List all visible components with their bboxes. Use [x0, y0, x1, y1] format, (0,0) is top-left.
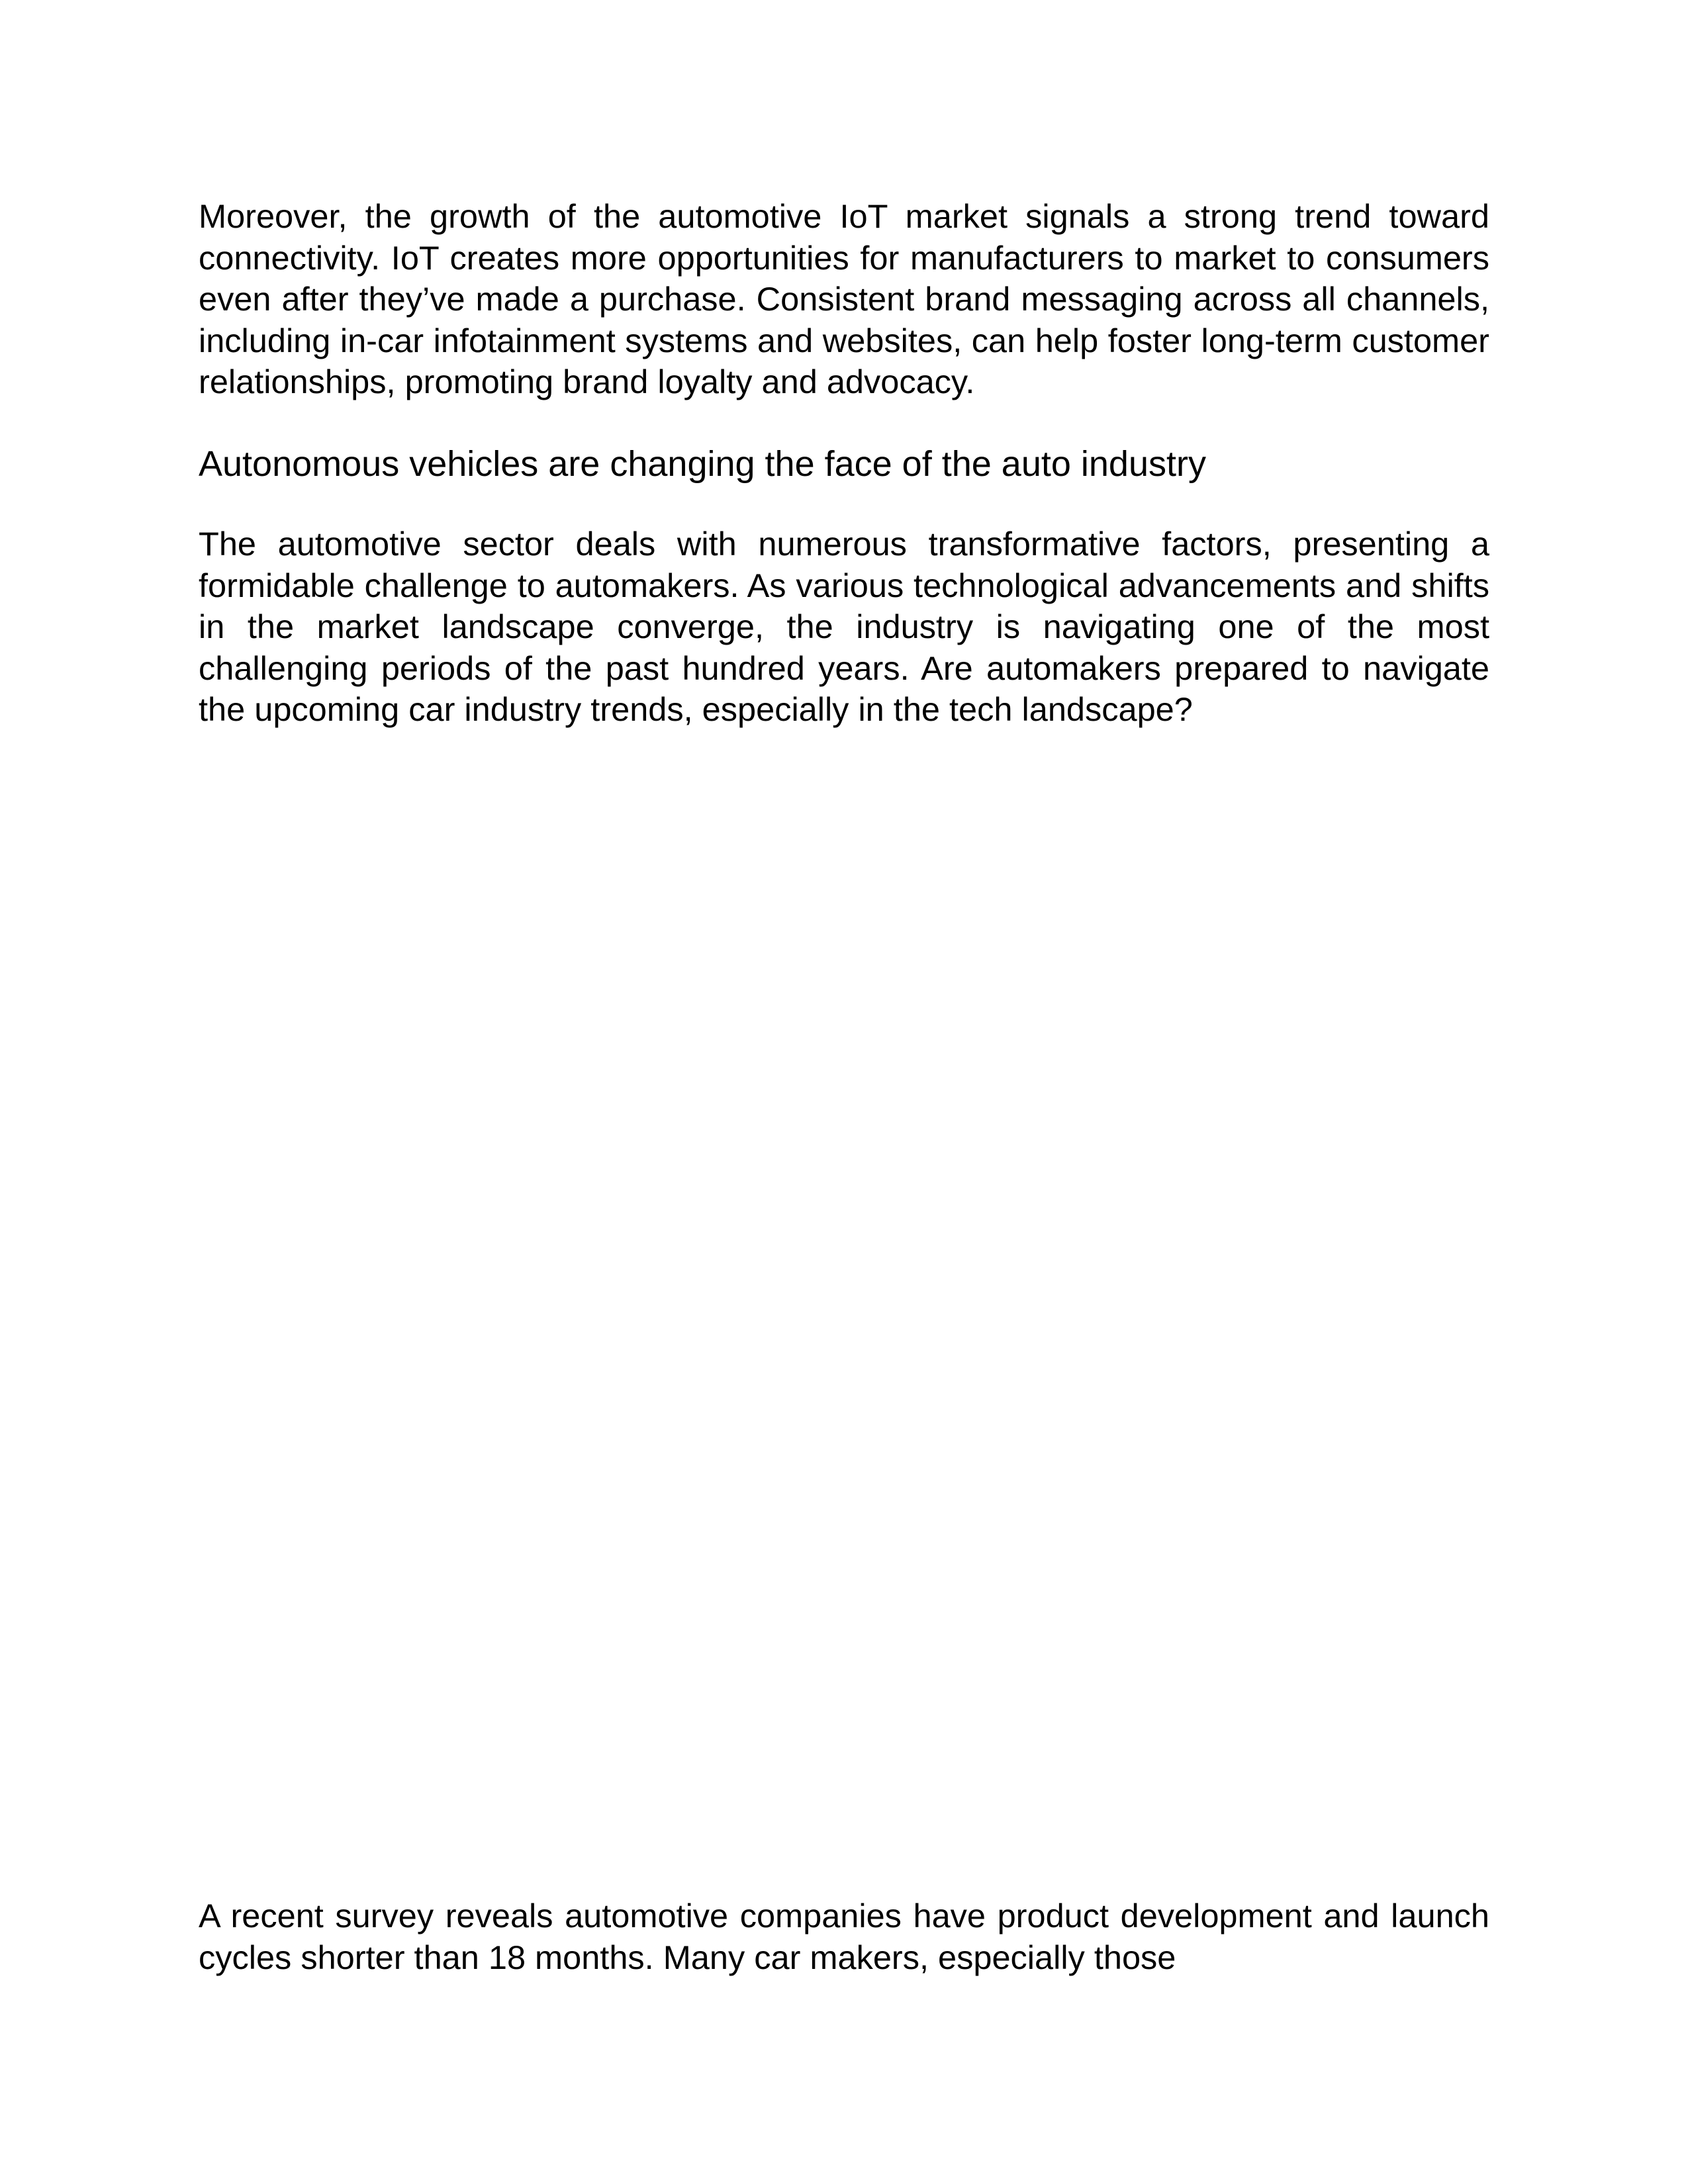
paragraph-iot-connectivity: Moreover, the growth of the automotive IoT market signals a strong trend toward connectivity. IoT creates more opportunities for manufacturers to market to consumers even after they’ve made a purchase. Consistent brand messaging across all channels, including in-car infotainment systems and websites, can help foster long-term customer relationships, promoting brand loyalty and advocacy. [199, 197, 1489, 400]
paragraph-recent-survey: A recent survey reveals automotive companies have product development and launch cycles shorter than 18 months. Many car makers, especially those [199, 1897, 1489, 1976]
section-heading-autonomous-vehicles: Autonomous vehicles are changing the face of the auto industry [199, 444, 1206, 484]
paragraph-transformative-factors: The automotive sector deals with numerous transformative factors, presenting a formidable challenge to automakers. As various technological advancements and shifts in the market landscape converge, the industry is navigating one of the most challenging periods of the past hundred years. Are automakers prepared to navigate the upcoming car industry trends, especially in the tech landscape? [199, 525, 1489, 728]
